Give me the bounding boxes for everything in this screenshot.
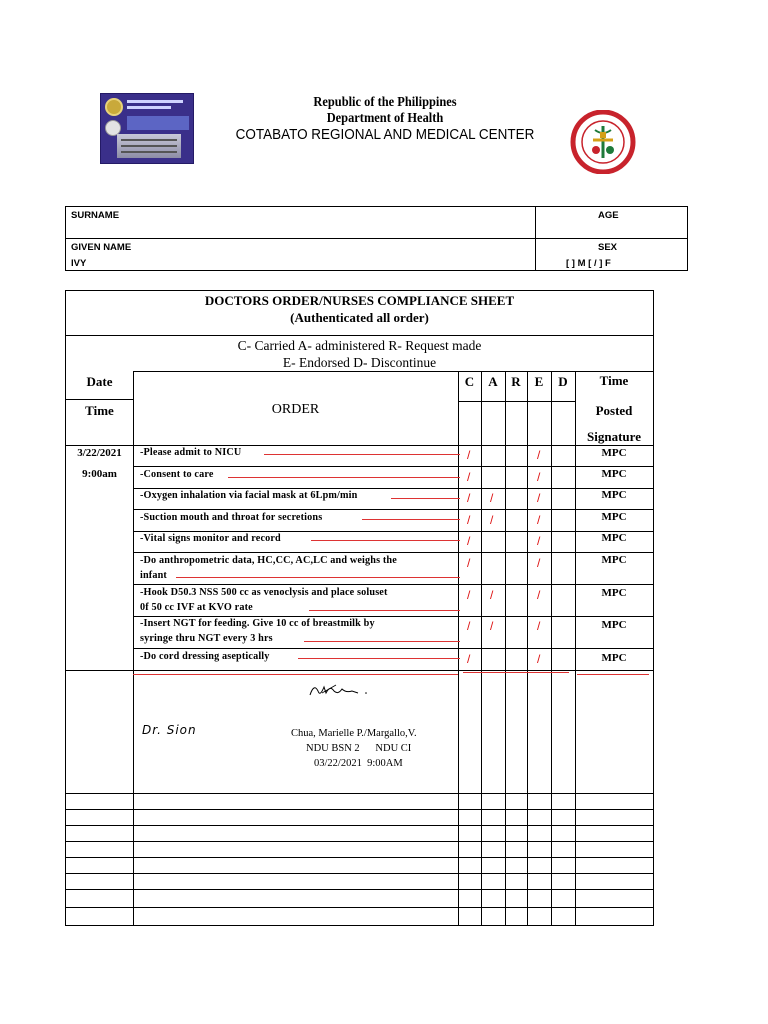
check-a: / xyxy=(490,619,494,633)
check-e: / xyxy=(537,470,541,484)
signature-mpc: MPC xyxy=(601,489,627,501)
signature-mpc: MPC xyxy=(601,468,627,480)
signature-mpc: MPC xyxy=(601,619,627,631)
hospital-logo xyxy=(100,93,194,164)
col-date: Date xyxy=(86,374,113,389)
check-a: / xyxy=(490,491,494,505)
check-c: / xyxy=(467,588,471,602)
order-item: -Insert NGT for feeding. Give 10 cc of breastmilk by xyxy=(140,618,375,629)
order-item-continued: infant xyxy=(140,570,167,581)
col-r: R xyxy=(511,374,521,389)
check-c: / xyxy=(467,470,471,484)
check-c: / xyxy=(467,534,471,548)
col-c: C xyxy=(464,374,475,389)
patient-info-table xyxy=(65,206,688,271)
check-e: / xyxy=(537,619,541,633)
nurse-roles: NDU BSN 2 NDU CI xyxy=(306,743,412,754)
order-time: 9:00am xyxy=(82,468,117,480)
sheet-title: DOCTORS ORDER/NURSES COMPLIANCE SHEET xyxy=(204,293,515,308)
legend-line2: E- Endorsed D- Discontinue xyxy=(282,355,437,370)
signature-mpc: MPC xyxy=(601,554,627,566)
surname-label: SURNAME xyxy=(71,210,120,221)
col-d: D xyxy=(558,374,568,389)
order-item: -Do cord dressing aseptically xyxy=(140,651,270,662)
check-e: / xyxy=(537,534,541,548)
header-department: Department of Health xyxy=(326,110,444,125)
check-c: / xyxy=(467,448,471,462)
signature-mpc: MPC xyxy=(601,447,627,459)
legend-line1: C- Carried A- administered R- Request made xyxy=(237,338,482,353)
check-e: / xyxy=(537,652,541,666)
check-c: / xyxy=(467,652,471,666)
check-e: / xyxy=(537,491,541,505)
check-c: / xyxy=(467,619,471,633)
check-a: / xyxy=(490,588,494,602)
col-a: A xyxy=(488,374,498,389)
given-name-value: IVY xyxy=(71,258,87,269)
check-c: / xyxy=(467,513,471,527)
check-a: / xyxy=(490,513,494,527)
order-item-continued: syringe thru NGT every 3 hrs xyxy=(140,633,273,644)
nurse-names: Chua, Marielle P./Margallo,V. xyxy=(291,728,417,739)
col-signature: Signature xyxy=(587,429,641,444)
order-item: -Please admit to NICU xyxy=(140,447,242,458)
check-e: / xyxy=(537,513,541,527)
check-c: / xyxy=(467,556,471,570)
col-time: Time xyxy=(85,403,114,418)
check-e: / xyxy=(537,588,541,602)
order-item: -Hook D50.3 NSS 500 cc as venoclysis and place soluset xyxy=(140,587,388,598)
sex-value: [ ] M [ / ] F xyxy=(566,258,611,269)
doh-seal-icon xyxy=(561,110,645,174)
age-label: AGE xyxy=(598,210,619,221)
signature-mpc: MPC xyxy=(601,652,627,664)
check-c: / xyxy=(467,491,471,505)
order-item-continued: 0f 50 cc IVF at KVO rate xyxy=(140,602,253,613)
sex-label: SEX xyxy=(598,242,618,253)
col-order: ORDER xyxy=(271,402,320,417)
nurse-signature-scribble xyxy=(306,679,372,701)
compliance-sheet xyxy=(65,290,654,926)
col-e: E xyxy=(534,374,544,389)
sheet-subtitle: (Authenticated all order) xyxy=(290,310,429,325)
given-name-label: GIVEN NAME xyxy=(71,242,132,253)
header-title-block xyxy=(200,94,570,144)
order-item: -Suction mouth and throat for secretions xyxy=(140,512,323,523)
order-item: -Consent to care xyxy=(140,469,214,480)
header-republic: Republic of the Philippines xyxy=(313,94,457,109)
signature-mpc: MPC xyxy=(601,587,627,599)
col-time-posted: Time xyxy=(599,373,629,388)
check-e: / xyxy=(537,556,541,570)
check-e: / xyxy=(537,448,541,462)
order-item: -Vital signs monitor and record xyxy=(140,533,281,544)
order-item: -Do anthropometric data, HC,CC, AC,LC and weighs the xyxy=(140,555,397,566)
order-item: -Oxygen inhalation via facial mask at 6Lpm/min xyxy=(140,490,358,501)
signature-mpc: MPC xyxy=(601,511,627,523)
col-posted: Posted xyxy=(595,403,633,418)
doctor-name: Dr. Sion xyxy=(142,723,197,737)
signature-mpc: MPC xyxy=(601,532,627,544)
order-date: 3/22/2021 xyxy=(77,447,122,459)
header-hospital-name: COTABATO REGIONAL AND MEDICAL CENTER xyxy=(235,127,535,143)
signed-datetime: 03/22/2021 9:00AM xyxy=(314,758,403,769)
